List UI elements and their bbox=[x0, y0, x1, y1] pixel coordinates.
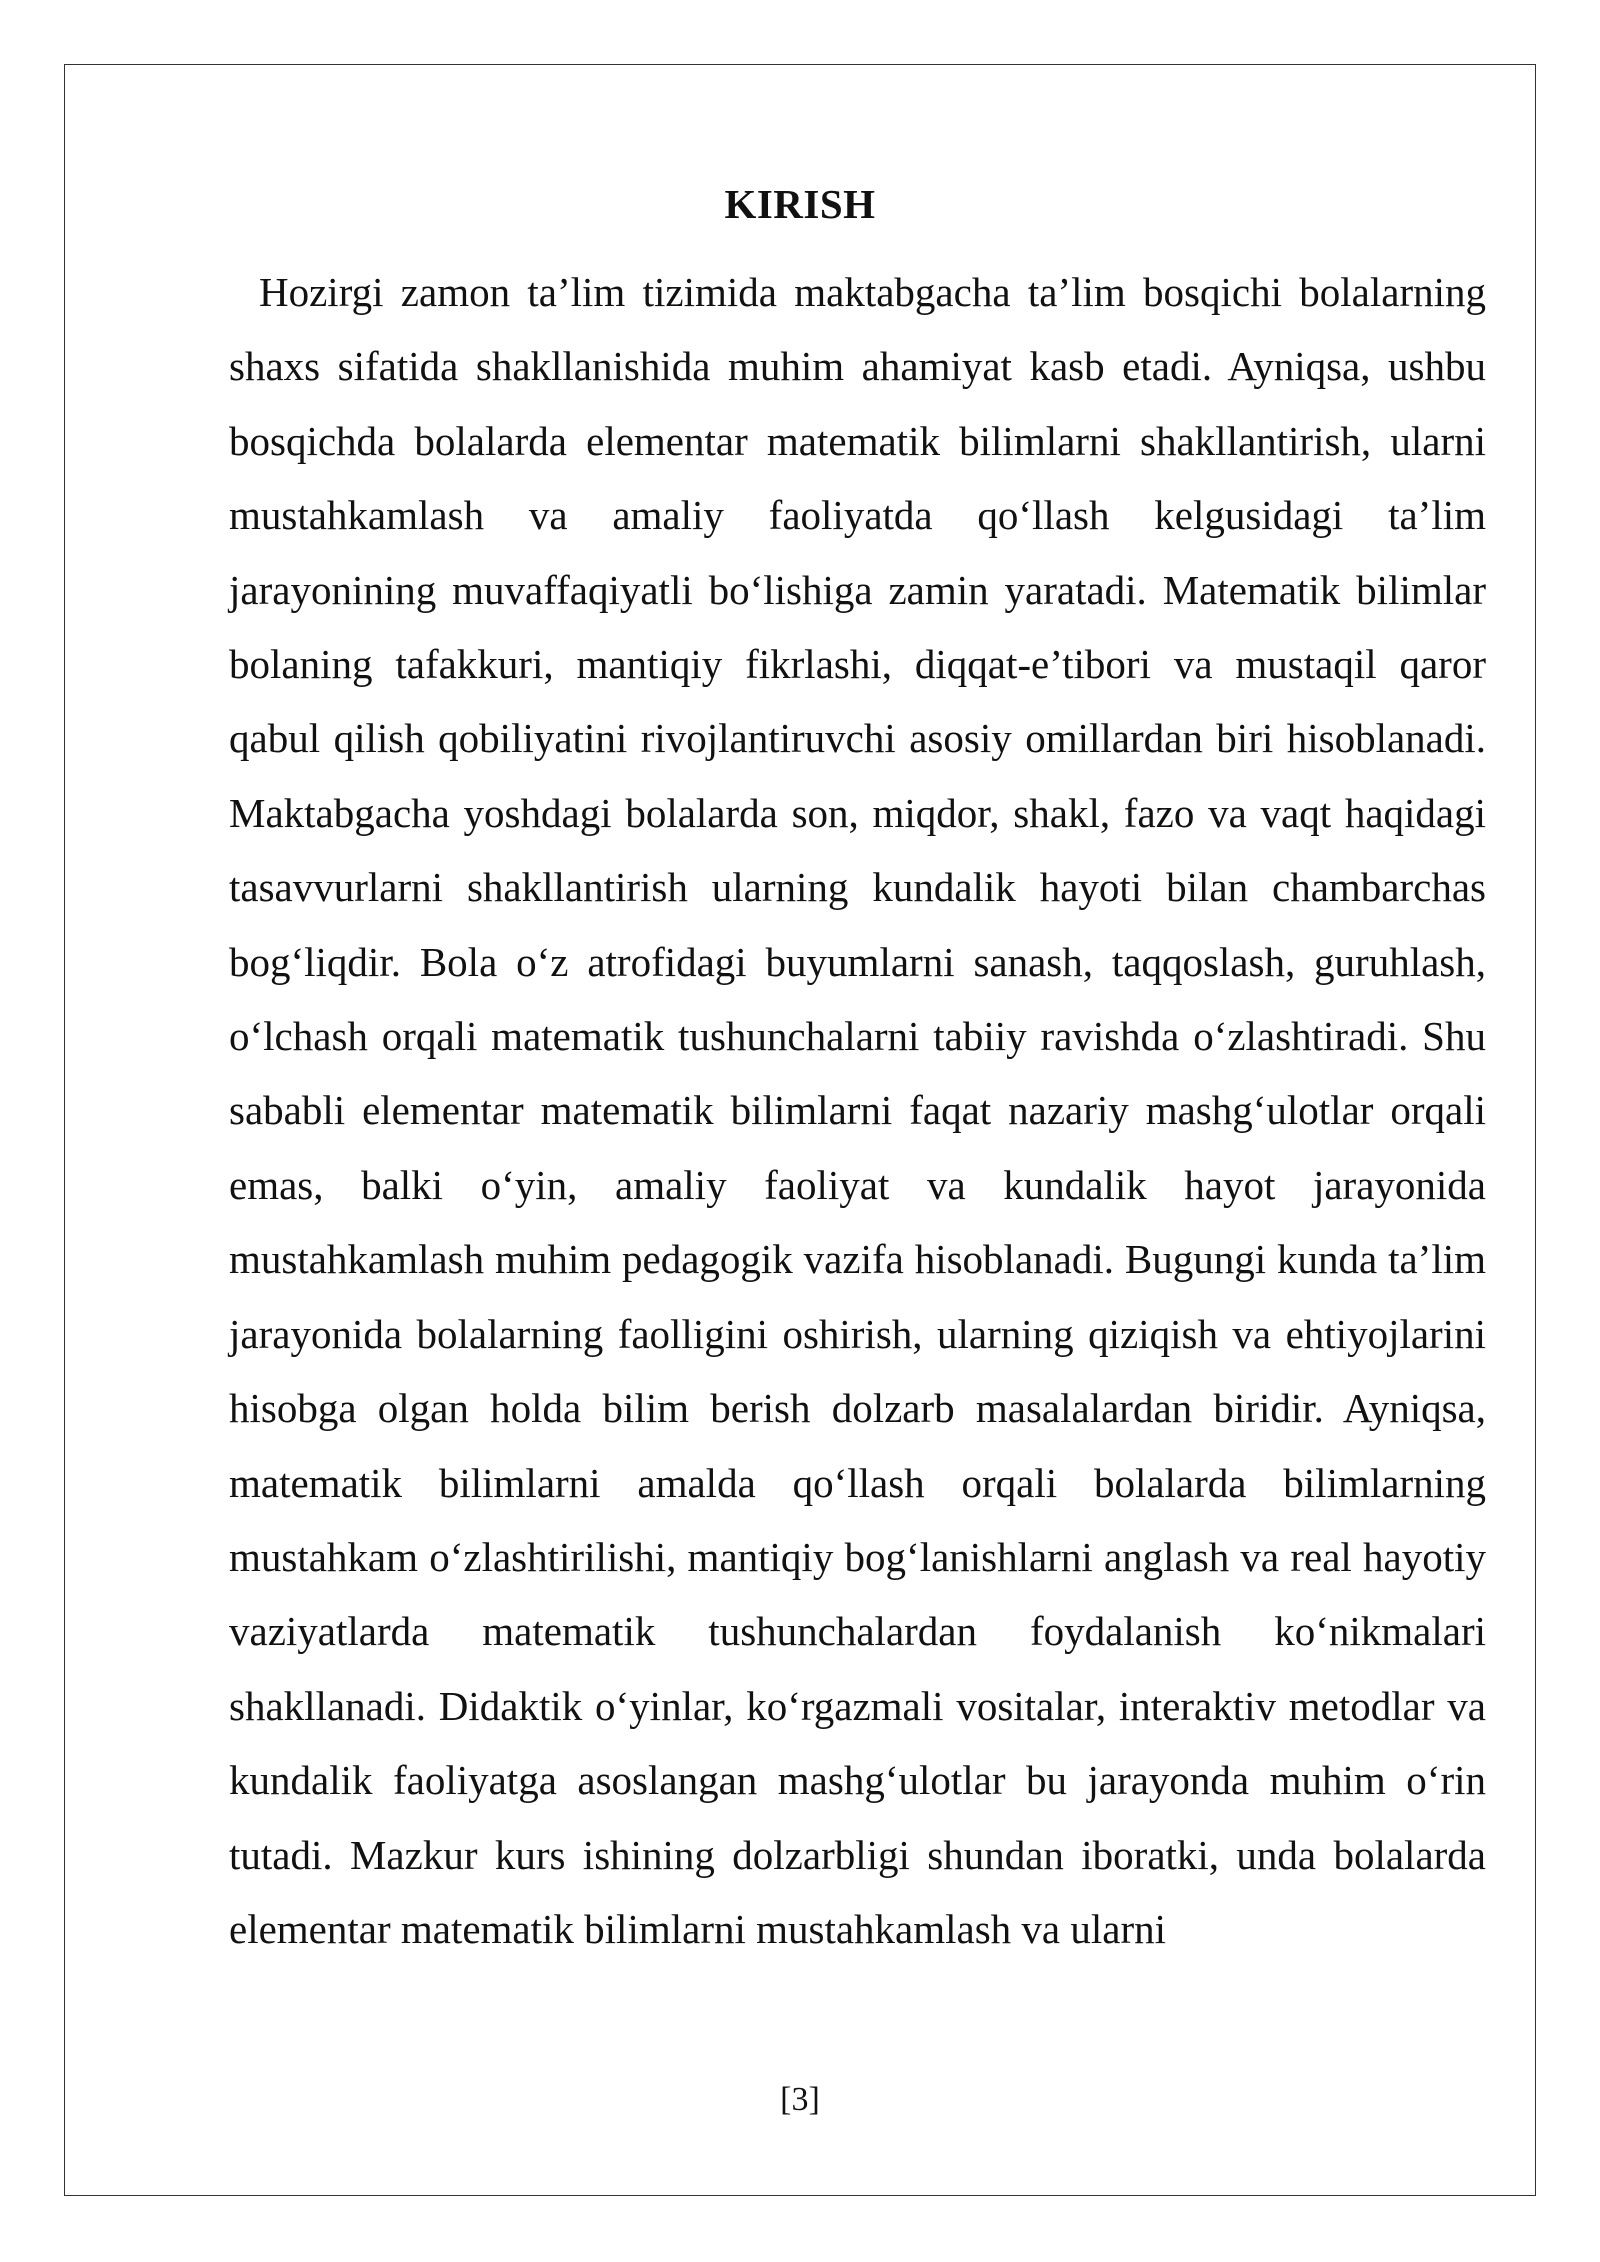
document-title: KIRISH bbox=[724, 181, 876, 228]
body-paragraph: Hozirgi zamon ta’lim tizimida maktabgacha ta’lim bosqichi bolalarning shaxs sifatida shakllanishida muhim ahamiyat kasb etadi. Ayniqsa, ushbu bosqichda bolalarda elementar matematik bilimlarni shakllantirish, ularni mustahkamlash va amaliy faoliyatda qo‘llash kelgusidagi ta’lim jarayonining muvaffaqiyatli bo‘lishiga zamin yaratadi. Matematik bilimlar bolaning tafakkuri, mantiqiy fikrlashi, diqqat-e’tibori va mustaqil qaror qabul qilish qobiliyatini rivojlantiruvchi asosiy omillardan biri hisoblanadi. Maktabgacha yoshdagi bolalarda son, miqdor, shakl, fazo va vaqt haqidagi tasavvurlarni shakllantirish ularning kundalik hayoti bilan chambarchas bog‘liqdir. Bola o‘z atrofidagi buyumlarni sanash, taqqoslash, guruhlash, o‘lchash orqali matematik tushunchalarni tabiiy ravishda o‘zlashtiradi. Shu sababli elementar matematik bilimlarni faqat nazariy mashg‘ulotlar orqali emas, balki o‘yin, amaliy faoliyat va kundalik hayot jarayonida mustahkamlash muhim pedagogik vazifa hisoblanadi. Bugungi kunda ta’lim jarayonida bolalarning faolligini oshirish, ularning qiziqish va ehtiyojlarini hisobga olgan holda bilim berish dolzarb masalalardan biridir. Ayniqsa, matematik bilimlarni amalda qo‘llash orqali bolalarda bilimlarning mustahkam o‘zlashtirilishi, mantiqiy bog‘lanishlarni anglash va real hayotiy vaziyatlarda matematik tushunchalardan foydalanish ko‘nikmalari shakllanadi. Didaktik o‘yinlar, ko‘rgazmali vositalar, interaktiv metodlar va kundalik faoliyatga asoslangan mashg‘ulotlar bu jarayonda muhim o‘rin tutadi. Mazkur kurs ishining dolzarbligi shundan iboratki, unda bolalarda elementar matematik bilimlarni mustahkamlash va ularni bbox=[229, 269, 1486, 1952]
page-number: [3] bbox=[780, 2081, 820, 2118]
